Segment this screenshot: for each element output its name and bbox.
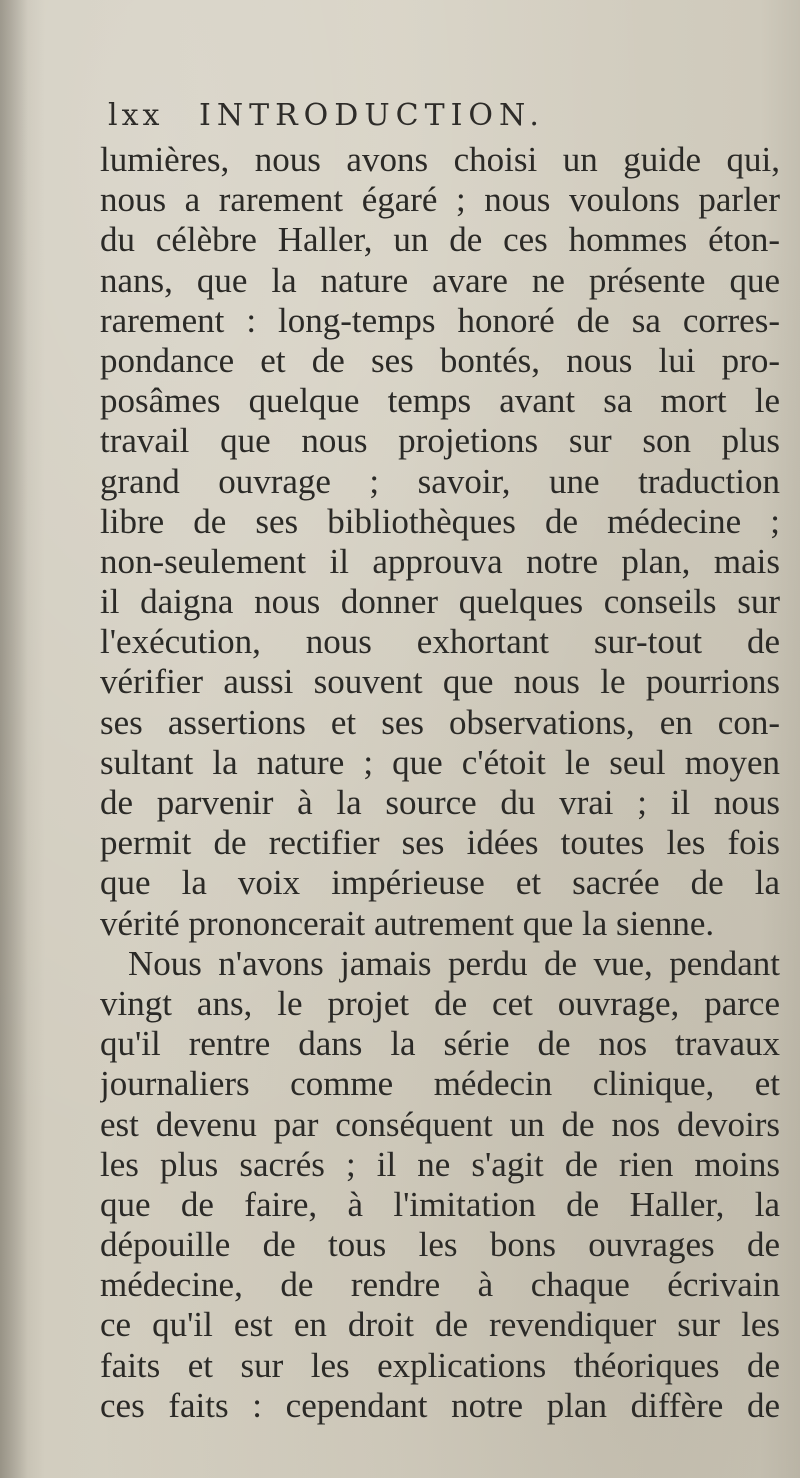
paragraph-start-line: Nous n'avons jamais perdu de vue, pendant [128, 943, 780, 983]
text-line: vingt ans, le projet de cet ouvrage, parce [100, 983, 780, 1023]
text-line: dépouille de tous les bons ouvrages de [100, 1225, 780, 1265]
text-line: journaliers comme médecin clinique, et [100, 1064, 780, 1104]
page-header [108, 98, 728, 142]
text-line: ses assertions et ses observations, en con- [100, 702, 780, 742]
text-line: qu'il rentre dans la série de nos travaux [100, 1024, 780, 1064]
text-line: médecine, de rendre à chaque écrivain [100, 1265, 780, 1305]
running-title: INTRODUCTION. [198, 98, 545, 133]
text-line: posâmes quelque temps avant sa mort le [100, 381, 780, 421]
text-line: pondance et de ses bontés, nous lui pro- [100, 340, 780, 380]
body-text [100, 140, 780, 1426]
text-line: libre de ses bibliothèques de médecine ; [100, 501, 780, 541]
text-line: sultant la nature ; que c'étoit le seul moyen [100, 742, 780, 782]
text-line: nans, que la nature avare ne présente que [100, 260, 780, 300]
text-line: lumières, nous avons choisi un guide qui, [100, 140, 780, 179]
text-line: il daigna nous donner quelques conseils sur [100, 582, 780, 622]
text-line: que la voix impérieuse et sacrée de la [100, 863, 780, 903]
text-line: ces faits : cependant notre plan diffère de [100, 1385, 780, 1425]
text-line: que de faire, à l'imitation de Haller, la [100, 1184, 780, 1224]
text-line: travail que nous projetions sur son plus [100, 421, 780, 461]
text-line: vérifier aussi souvent que nous le pourrions [100, 662, 780, 702]
text-line: l'exécution, nous exhortant sur-tout de [100, 622, 780, 662]
text-line: ce qu'il est en droit de revendiquer sur les [100, 1305, 780, 1345]
text-line: faits et sur les explications théoriques de [100, 1345, 780, 1385]
text-line: de parvenir à la source du vrai ; il nous [100, 783, 780, 822]
text-line: nous a rarement égaré ; nous voulons parler [100, 180, 780, 220]
text-line: du célèbre Haller, un de ces hommes éton- [100, 220, 780, 260]
text-line: grand ouvrage ; savoir, une traduction [100, 461, 780, 501]
page-number: lxx [108, 98, 164, 133]
text-line: les plus sacrés ; il ne s'agit de rien moins [100, 1144, 780, 1184]
text-line: non-seulement il approuva notre plan, mais [100, 541, 780, 581]
paragraph-end-line: vérité prononcerait autrement que la sienne. [100, 903, 715, 943]
text-line: est devenu par conséquent un de nos devoirs [100, 1104, 780, 1144]
text-line: rarement : long-temps honoré de sa corres- [100, 300, 780, 340]
text-line: permit de rectifier ses idées toutes les fois [100, 823, 780, 863]
